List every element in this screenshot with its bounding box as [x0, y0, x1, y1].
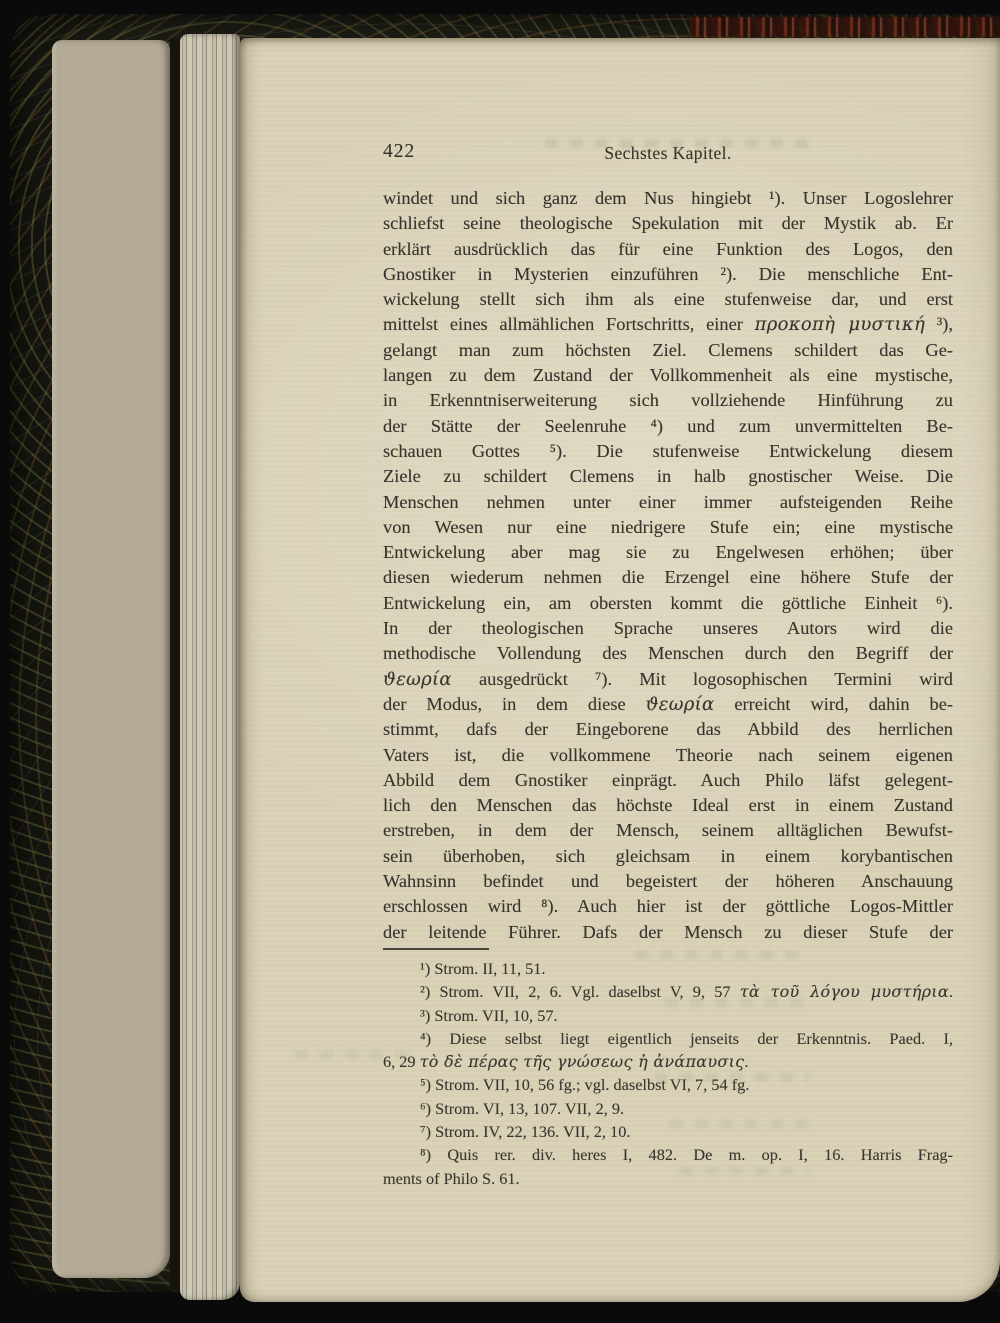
- body-text-line: gelangt man zum höchsten Ziel. Clemens schildert das Ge-: [383, 339, 953, 360]
- body-text-line: erklärt ausdrücklich das für eine Funktion des Logos, den: [383, 238, 953, 259]
- page-number: 422: [383, 141, 416, 162]
- book-page: [240, 38, 1000, 1302]
- footnote-line: ²) Strom. VII, 2, 6. Vgl. daselbst V, 9, 57 τὰ τοῦ λόγου μυστήρια.: [420, 982, 953, 1002]
- footnotes: [383, 957, 953, 1190]
- greek-phrase: τὸ δὲ πέρας τῆς γνώσεως ἡ ἀνάπαυσις: [419, 1052, 745, 1072]
- page-edges-inner: [180, 34, 240, 1300]
- body-text-line: Abbild dem Gnostiker einprägt. Auch Philo läfst gelegent-: [383, 769, 953, 790]
- page-edges-gap: [170, 38, 180, 1290]
- footnote-line: ³) Strom. VII, 10, 57.: [420, 1005, 558, 1025]
- greek-phrase: προκοπὴ μυστική: [754, 314, 926, 336]
- body-text-line: sein überhoben, sich gleichsam in einem korybantischen: [383, 845, 953, 866]
- body-text-line: erschlossen wird ⁸). Auch hier ist der göttliche Logos-Mittler: [383, 896, 953, 917]
- body-text-line: lich den Menschen das höchste Ideal erst in einem Zustand: [383, 795, 953, 816]
- body-text-line: Entwickelung aber mag sie zu Engelwesen erhöhen; über: [383, 542, 953, 563]
- body-text-line: Wahnsinn befindet und begeistert der höheren Anschauung: [383, 871, 953, 892]
- body-text-line: langen zu dem Zustand der Vollkommenheit als eine mystische,: [383, 365, 953, 386]
- greek-phrase: ϑεωρία: [383, 668, 452, 690]
- body-text-line: diesen wiederum nehmen die Erzengel eine höhere Stufe der: [383, 567, 953, 588]
- footnote-line: ⁴) Diese selbst liegt eigentlich jenseits der Erkenntnis. Paed. I,: [420, 1028, 953, 1048]
- body-text-line: der leitende Führer. Dafs der Mensch zu dieser Stufe der: [383, 921, 953, 942]
- body-text-line: der Modus, in dem diese ϑεωρία erreicht wird, dahin be-: [383, 693, 953, 715]
- footnote-line: ⁸) Quis rer. div. heres I, 482. De m. op. I, 16. Harris Frag-: [420, 1145, 953, 1165]
- body-text-line: ϑεωρία ausgedrückt ⁷). Mit logosophischen Termini wird: [383, 668, 953, 690]
- body-text-line: Ziele zu schildert Clemens in halb gnostischer Weise. Die: [383, 466, 953, 487]
- footnote-line: ments of Philo S. 61.: [383, 1168, 520, 1188]
- body-text-line: Entwickelung ein, am obersten kommt die göttliche Einheit ⁶).: [383, 592, 953, 613]
- page-edges-outer: [52, 40, 170, 1278]
- page-header: [383, 141, 953, 165]
- running-title: Sechstes Kapitel.: [604, 143, 732, 163]
- body-text-line: In der theologischen Sprache unseres Autors wird die: [383, 618, 953, 639]
- footnote-line: ⁵) Strom. VII, 10, 56 fg.; vgl. daselbst VI, 7, 54 fg.: [420, 1075, 750, 1095]
- body-text-line: Vaters ist, die vollkommene Theorie nach seinem eigenen: [383, 744, 953, 765]
- cover-marble-strip: [690, 17, 1000, 37]
- body-text-line: von Wesen nur eine niedrigere Stufe ein; eine mystische: [383, 516, 953, 537]
- body-text: [383, 186, 953, 945]
- greek-phrase: τὰ τοῦ λόγου μυστήρια: [739, 982, 949, 1002]
- body-text-line: der Stätte der Seelenruhe ⁴) und zum unvermittelten Be-: [383, 415, 953, 436]
- body-text-line: schauen Gottes ⁵). Die stufenweise Entwickelung diesem: [383, 440, 953, 461]
- body-text-line: windet und sich ganz dem Nus hingiebt ¹). Unser Logoslehrer: [383, 188, 953, 208]
- body-text-line: methodische Vollendung des Menschen durch den Begriff der: [383, 643, 953, 664]
- footnote-line: 6, 29 τὸ δὲ πέρας τῆς γνώσεως ἡ ἀνάπαυσις.: [383, 1052, 749, 1072]
- body-text-line: Gnostiker in Mysterien einzuführen ²). Die menschliche Ent-: [383, 263, 953, 284]
- body-text-line: schliefst seine theologische Spekulation mit der Mystik ab. Er: [383, 213, 953, 234]
- footnote-line: ¹) Strom. II, 11, 51.: [420, 959, 546, 978]
- body-text-line: mittelst eines allmählichen Fortschritts, einer προκοπὴ μυστική ³),: [383, 314, 953, 336]
- body-text-line: in Erkenntniserweiterung sich vollziehende Hinführung zu: [383, 390, 953, 411]
- body-text-line: stimmt, dafs der Eingeborene das Abbild des herrlichen: [383, 719, 953, 740]
- footnote-line: ⁷) Strom. IV, 22, 136. VII, 2, 10.: [420, 1122, 631, 1142]
- footnote-line: ⁶) Strom. VI, 13, 107. VII, 2, 9.: [420, 1098, 625, 1118]
- body-text-line: erstreben, in dem der Mensch, seinem alltäglichen Bewufst-: [383, 820, 953, 841]
- body-text-line: wickelung stellt sich ihm als eine stufenweise dar, und erst: [383, 289, 953, 310]
- body-text-line: Menschen nehmen unter einer immer aufsteigenden Reihe: [383, 491, 953, 512]
- greek-phrase: ϑεωρία: [645, 693, 715, 715]
- footnote-separator: [383, 948, 489, 950]
